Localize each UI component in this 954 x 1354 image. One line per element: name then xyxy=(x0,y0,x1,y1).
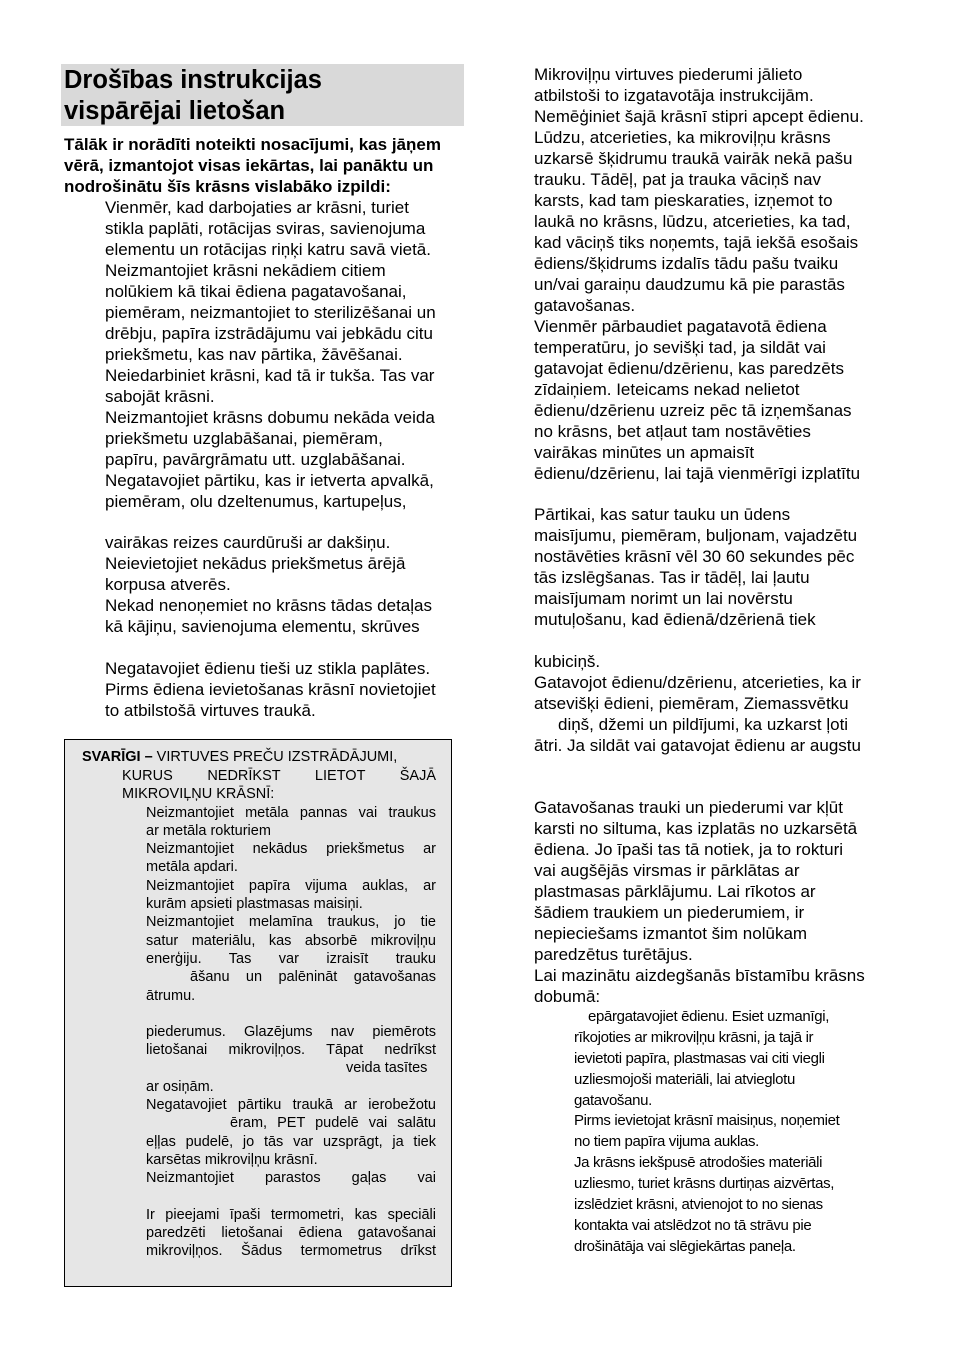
box-heading-line-2: KURUS NEDRĪKST LIETOT ŠAJĀ xyxy=(122,768,436,784)
left-text-line: sabojāt krāsni. xyxy=(105,387,215,406)
box-line: metāla apdari. xyxy=(146,859,238,875)
right-list-line: izslēdziet krāsni, atvienojot to no sienas xyxy=(574,1196,823,1213)
right-list-line: ievietoti papīra, plastmasas vai citi viegli xyxy=(574,1050,825,1067)
right-text-line: Lūdzu, atcerieties, ka mikroviļņu krāsns xyxy=(534,128,831,147)
right-text-line: nostāvēties krāsnī vēl 30 60 sekundes pēc xyxy=(534,547,855,566)
left-text-line: nolūkiem kā tikai ēdiena pagatavošanai, xyxy=(105,282,407,301)
right-text-line: Pārtikai, kas satur tauku un ūdens xyxy=(534,505,791,524)
right-text-line: Mikroviļņu virtuves piederumi jālieto xyxy=(534,65,803,84)
box-line: lietošanai mikroviļņos. Tāpat nedrīkst xyxy=(146,1042,436,1058)
left-text-line: piemēram, olu dzeltenumus, kartupeļus, xyxy=(105,492,407,511)
left-text-line: piemēram, neizmantojiet to sterilizēšanai un xyxy=(105,303,436,322)
right-list-line: gatavošanu. xyxy=(574,1092,652,1109)
left-text-line: drēbju, papīra izstrādājumu vai jebkādu citu xyxy=(105,324,433,343)
right-text-line: tās izslēgšanas. Tas ir tādēļ, lai ļautu xyxy=(534,568,810,587)
left-text-line: kā kājiņu, savienojuma elementu, skrūves xyxy=(105,617,420,636)
right-text-line: maisījumam norimt un lai novērstu xyxy=(534,589,793,608)
right-text-line: karsti no siltuma, kas izplatās no uzkarsētā xyxy=(534,819,858,838)
right-text-line: Gatavošanas trauki un piederumi var kļūt xyxy=(534,798,843,817)
right-list-line: kontakta vai atslēdzot no tā strāvu pie xyxy=(574,1217,812,1234)
box-heading-line-3: MIKROVIĻŅU KRĀSNĪ: xyxy=(122,786,275,802)
box-line: enerģiju. Tas var izraisīt trauku xyxy=(146,951,436,967)
intro-line: Tālāk ir norādīti noteikti nosacījumi, kas jāņem xyxy=(64,135,441,154)
right-text-line: ēdienu/dzērienu, lai tajā vienmērīgi izplatītu xyxy=(534,464,861,483)
right-text-line: karsts, kad tam pieskaraties, izņemot to xyxy=(534,191,833,210)
box-heading xyxy=(82,748,436,766)
box-line: eļļas pudelē, jo tās var uzsprāgt, ja tiek xyxy=(146,1134,436,1150)
left-text-line: Neiedarbiniet krāsni, kad tā ir tukša. Tas var xyxy=(105,366,435,385)
box-line: Neizmantojiet nekādus priekšmetus ar xyxy=(146,841,436,857)
right-text-line: atbilstoši to izgatavotāja instrukcijām. xyxy=(534,86,814,105)
left-text-line: Vienmēr, kad darbojaties ar krāsni, turiet xyxy=(105,198,409,217)
right-list-line: epārgatavojiet ēdienu. Esiet uzmanīgi, xyxy=(588,1008,830,1025)
left-text-line: stikla paplāti, rotācijas sviras, savienojuma xyxy=(105,219,426,238)
box-line: Neizmantojiet parastos gaļas vai xyxy=(146,1170,436,1186)
right-list-line: drošinātāja vai slēgiekārtas paneļa. xyxy=(574,1238,796,1255)
right-text-line: ēdiens/šķidrums izdalīs tādu pašu tvaiku xyxy=(534,254,839,273)
right-text-line: ātri. Ja sildāt vai gatavojat ēdienu ar augstu xyxy=(534,736,861,755)
right-text-line: Nemēģiniet šajā krāsnī stipri apcept ēdienu. xyxy=(534,107,864,126)
right-text-line: mutuļošanu, kad ēdienā/dzērienā tiek xyxy=(534,610,816,629)
left-text-line: Negatavojiet pārtiku, kas ir ietverta apvalkā, xyxy=(105,471,434,490)
intro-line: vērā, izmantojot visas iekārtas, lai panāktu un xyxy=(64,156,434,175)
box-heading-strong: SVARĪGI – xyxy=(82,749,153,765)
right-text-line: ēdiena. Jo īpaši tas tā notiek, ja to rokturi xyxy=(534,840,844,859)
box-line: paredzēti lietošanai ēdiena gatavošanai xyxy=(146,1225,436,1241)
box-heading-rest: VIRTUVES PREČU IZSTRĀDĀJUMI, xyxy=(156,749,398,765)
right-text-line: zīdaiņiem. Ieteicams nekad nelietot xyxy=(534,380,800,399)
right-text-line: trauku. Tādēļ, pat ja trauka vāciņš nav xyxy=(534,170,821,189)
right-text-line: gatavojat ēdienu/dzērienu, kas paredzēts xyxy=(534,359,844,378)
right-text-line: un/vai garaiņu daudzumu kā pie parastās xyxy=(534,275,845,294)
right-text-line: Gatavojot ēdienu/dzērienu, atcerieties, ka ir xyxy=(534,673,861,692)
left-text-line: korpusa atverēs. xyxy=(105,575,231,594)
left-text-line: Negatavojiet ēdienu tieši uz stikla paplātes. xyxy=(105,659,431,678)
left-text-line: Pirms ēdiena ievietošanas krāsnī novietojiet xyxy=(105,680,436,699)
right-list-line: uzliesmo, turiet krāsns durtiņas aizvērtas, xyxy=(574,1175,835,1192)
intro-line: nodrošinātu šīs krāsns vislabāko izpildi: xyxy=(64,177,391,196)
right-text-line: plastmasas pārklājumu. Lai rīkotos ar xyxy=(534,882,816,901)
left-text-line: priekšmetu uzglabāšanai, piemēram, xyxy=(105,429,383,448)
left-text-line: papīru, pavārgrāmatu utt. uzglabāšanai. xyxy=(105,450,406,469)
left-text-line: Nekad nenoņemiet no krāsns tādas detaļas xyxy=(105,596,432,615)
right-text-line: ēdienu/dzērienu uzreiz pēc tā izņemšanas xyxy=(534,401,852,420)
important-notice-box xyxy=(64,739,452,1287)
box-line: āšanu un palēnināt gatavošanas xyxy=(190,969,436,985)
page-title-line-2: vispārējai lietošan xyxy=(64,97,286,125)
right-list-line: rīkojoties ar mikroviļņu krāsni, ja tajā ir xyxy=(574,1029,814,1046)
right-list-line: Pirms ievietojat krāsnī maisiņus, noņemiet xyxy=(574,1112,840,1129)
box-line: veida tasītes xyxy=(346,1060,428,1076)
right-text-line: laukā no krāsns, lūdzu, atcerieties, ka tad, xyxy=(534,212,851,231)
right-text-line: maisījumu, piemēram, buljonam, vajadzētu xyxy=(534,526,858,545)
right-text-line: temperatūru, jo sevišķi tad, ja sildāt vai xyxy=(534,338,826,357)
box-line: Neizmantojiet metāla pannas vai traukus xyxy=(146,805,436,821)
right-list-line: uzliesmojoši materiāli, lai atvieglotu xyxy=(574,1071,795,1088)
left-text-line: Neievietojiet nekādus priekšmetus ārējā xyxy=(105,554,406,573)
left-text-line: priekšmetu, kas nav pārtika, žāvēšanai. xyxy=(105,345,403,364)
right-text-line: paredzētus turētājus. xyxy=(534,945,693,964)
right-text-line: šādiem traukiem un piederumiem, ir xyxy=(534,903,805,922)
box-line: kurām apsieti plastmasas maisiņi. xyxy=(146,896,363,912)
box-line: karsētas mikroviļņu krāsnī. xyxy=(146,1152,318,1168)
right-text-line: vai augšējās virsmas ir pārklātas ar xyxy=(534,861,800,880)
box-line: Neizmantojiet melamīna traukus, jo tie xyxy=(146,914,436,930)
right-text-line: uzkarsē šķidrumu traukā vairāk nekā pašu xyxy=(534,149,853,168)
left-text-line: to atbilstošā virtuves traukā. xyxy=(105,701,316,720)
left-text-line: Neizmantojiet krāsni nekādiem citiem xyxy=(105,261,386,280)
box-line: ar osiņām. xyxy=(146,1079,214,1095)
right-text-line: kad vāciņš tiks noņemts, tajā iekšā esošais xyxy=(534,233,859,252)
page-title-line-1: Drošības instrukcijas xyxy=(64,66,322,94)
right-text-line: no krāsns, bet atļaut tam nostāvēties xyxy=(534,422,811,441)
right-text-line: kubiciņš. xyxy=(534,652,601,671)
right-text-line: gatavošanas. xyxy=(534,296,636,315)
right-text-line: Lai mazinātu aizdegšanās bīstamību krāsns xyxy=(534,966,865,985)
right-text-line: nepieciešams izmantot šim nolūkam xyxy=(534,924,808,943)
left-text-line: Neizmantojiet krāsns dobumu nekāda veida xyxy=(105,408,435,427)
box-line: satur materiālu, kas absorbē mikroviļņu xyxy=(146,933,436,949)
box-line: mikroviļņos. Šādus termometrus drīkst xyxy=(146,1243,436,1259)
box-line: ēram, PET pudelē vai salātu xyxy=(230,1115,436,1131)
box-line: Ir pieejami īpaši termometri, kas speciāli xyxy=(146,1207,436,1223)
box-line: ar metāla rokturiem xyxy=(146,823,271,839)
box-line: piederumus. Glazējums nav piemērots xyxy=(146,1024,436,1040)
box-line: ātrumu. xyxy=(146,988,196,1004)
right-text-line: diņš, džemi un pildījumi, ka uzkarst ļoti xyxy=(558,715,849,734)
right-text-line: dobumā: xyxy=(534,987,601,1006)
right-text-line: atsevišķi ēdieni, piemēram, Ziemassvētku xyxy=(534,694,849,713)
right-list-line: Ja krāsns iekšpusē atrodošies materiāli xyxy=(574,1154,823,1171)
left-text-line: elementu un rotācijas riņķi katru savā vietā. xyxy=(105,240,431,259)
box-line: Negatavojiet pārtiku traukā ar ierobežotu xyxy=(146,1097,436,1113)
left-text-line: vairākas reizes caurdūruši ar dakšiņu. xyxy=(105,533,391,552)
right-text-line: vairākas minūtes un apmaisīt xyxy=(534,443,755,462)
right-list-line: no tiem papīra vijuma auklas. xyxy=(574,1133,759,1150)
box-line: Neizmantojiet papīra vijuma auklas, ar xyxy=(146,878,436,894)
right-text-line: Vienmēr pārbaudiet pagatavotā ēdiena xyxy=(534,317,827,336)
